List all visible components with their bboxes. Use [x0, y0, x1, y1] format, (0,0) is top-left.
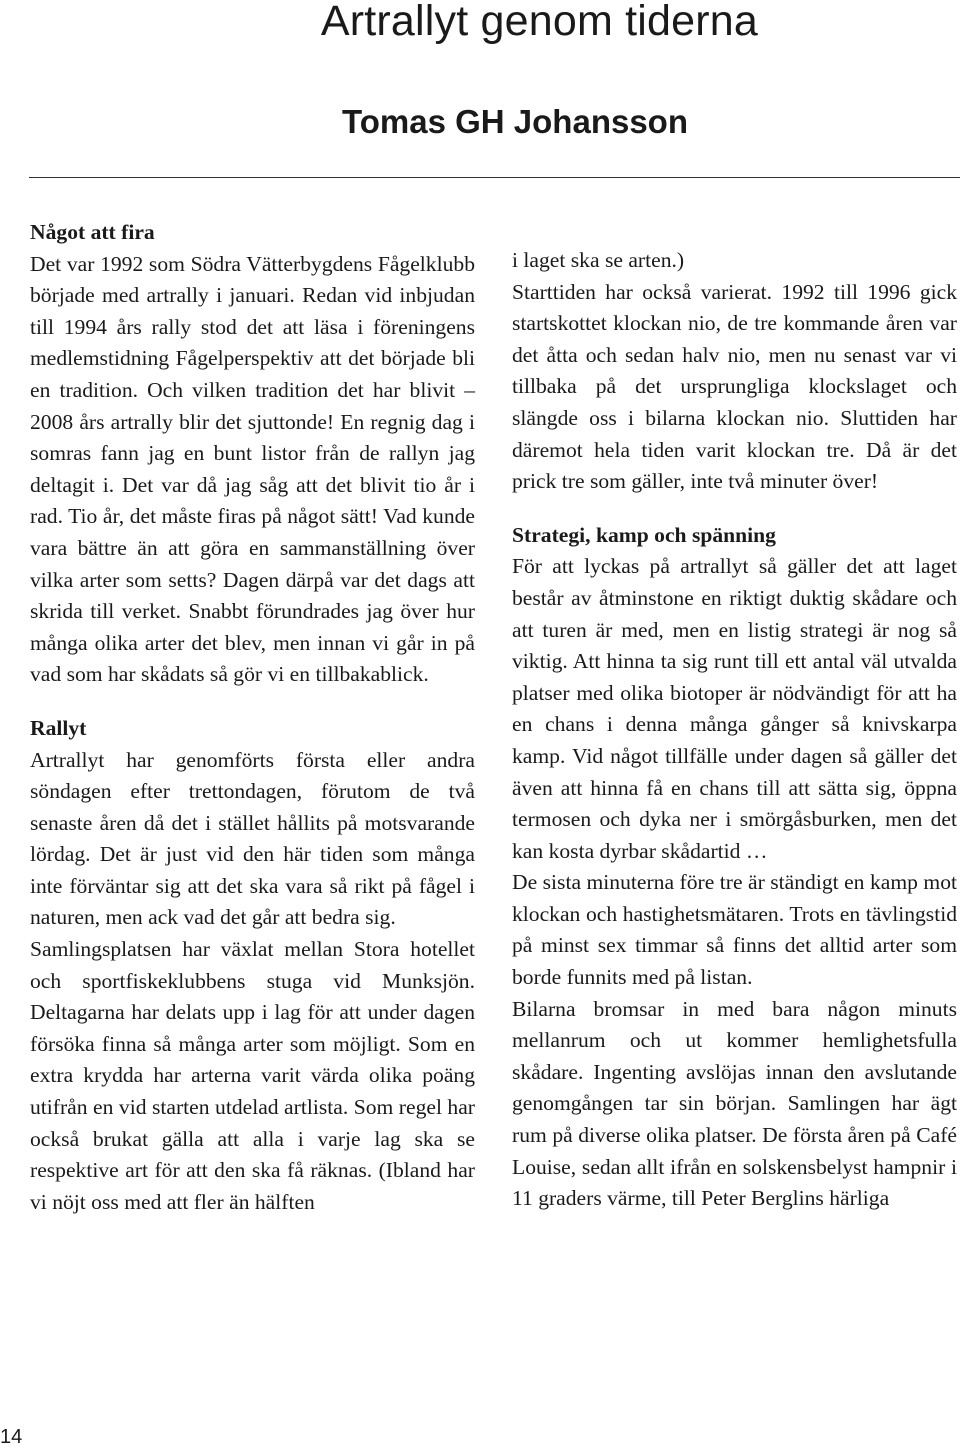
section-text-nagot-att-fira: Det var 1992 som Södra Vätterbygdens Fågelklubb började med artrally i januari. Redan vid inbjudan till 1994 års rally stod det att läsa i föreningens medlemstidning Fågelperspektiv att det började bli en tradition. Och vilken tradition det har blivit – 2008 års artrally blir det sjuttonde! En regnig dag i somras fann jag en bunt listor från de rallyn jag deltagit i. Det var då jag såg att det blivit tio år i rad. Tio år, det måste firas på något sätt! Vad kunde vara bättre än att göra en sammanställning över vilka arter som setts? Dagen därpå var det dags att skrida till verket. Snabbt förundrades jag över hur många olika arter det blev, men innan vi går in på vad som har skådats så gör vi en tillbakablick.	[30, 251, 475, 687]
section-heading-rallyt: Rallyt	[30, 715, 87, 740]
section-heading-strategi: Strategi, kamp och spänning	[512, 522, 776, 547]
section-spacer	[512, 498, 957, 520]
continued-paragraph: i laget ska se arten.)	[512, 248, 685, 272]
section-paragraph-strategi-3: Bilarna bromsar in med bara någon minuts mellanrum och ut kommer hemlighetsfulla skådare. Ingenting avslöjas innan den avslutande genomgången tar sin början. Samlingen har ägt rum på diverse olika platser. De första åren på Café Louise, sedan allt ifrån en solskensbelyst hampnir i 11 graders värme, till Peter Berglins härliga	[512, 996, 957, 1211]
article-author: Tomas GH Johansson	[342, 103, 688, 140]
section-paragraph-strategi-1: För att lyckas på artrallyt så gäller det att laget består av åtminstone en riktigt duktig skådare och att turen är med, men en listig strategi är nog så viktig. Att hinna ta sig runt till ett antal väl utvalda platser med olika biotoper är nödvändigt för att ha en chans i denna många gånger så knivskarpa kamp. Vid något tillfälle under dagen så gäller det även att hinna få en chans till att sätta sig, öppna termosen och dyka ner i smörgåsburken, men det kan kosta dyrbar skådartid …	[512, 554, 957, 863]
header-divider	[29, 177, 960, 178]
article-title: Artrallyt genom tiderna	[320, 0, 758, 45]
left-column	[30, 217, 475, 1218]
right-column	[512, 245, 957, 1215]
page-number: 14	[0, 1426, 23, 1448]
section-paragraph-strategi-2: De sista minuterna före tre är ständigt en kamp mot klockan och hastighetsmätaren. Trots en tävlingstid på minst sex timmar så finns det alltid arter som borde funnits med på listan.	[512, 870, 957, 990]
section-paragraph-rallyt-2: Samlingsplatsen har växlat mellan Stora hotellet och sportfiskeklubbens stuga vid Munksjön. Deltagarna har delats upp i lag för att under dagen försöka finna så många arter som möjligt. Som en extra krydda har arterna varit värda olika poäng utifrån en vid starten utdelad artlista. Som regel har också brukat gälla att alla i varje lag ska se respektive art för att den ska få räknas. (Ibland har vi nöjt oss med att fler än hälften	[30, 937, 475, 1214]
section-spacer	[30, 691, 475, 713]
section-heading-nagot-att-fira: Något att fira	[30, 220, 155, 244]
section-paragraph-rallyt-1: Artrallyt har genomförts första eller andra söndagen efter trettondagen, förutom de två senaste åren då det i stället hållits på motsvarande lördag. Det är just vid den här tiden som många inte förväntar sig att det ska vara så rikt på fågel i naturen, men ack vad det går att bedra sig.	[30, 747, 475, 930]
starttid-paragraph: Starttiden har också varierat. 1992 till 1996 gick startskottet klockan nio, de tre kommande åren var det åtta och sedan halv nio, men nu senast var vi tillbaka på det ursprungliga klockslaget och slängde oss i bilarna klockan nio. Sluttiden har däremot hela tiden varit klockan tre. Då är det prick tre som gäller, inte två minuter över!	[512, 279, 957, 494]
